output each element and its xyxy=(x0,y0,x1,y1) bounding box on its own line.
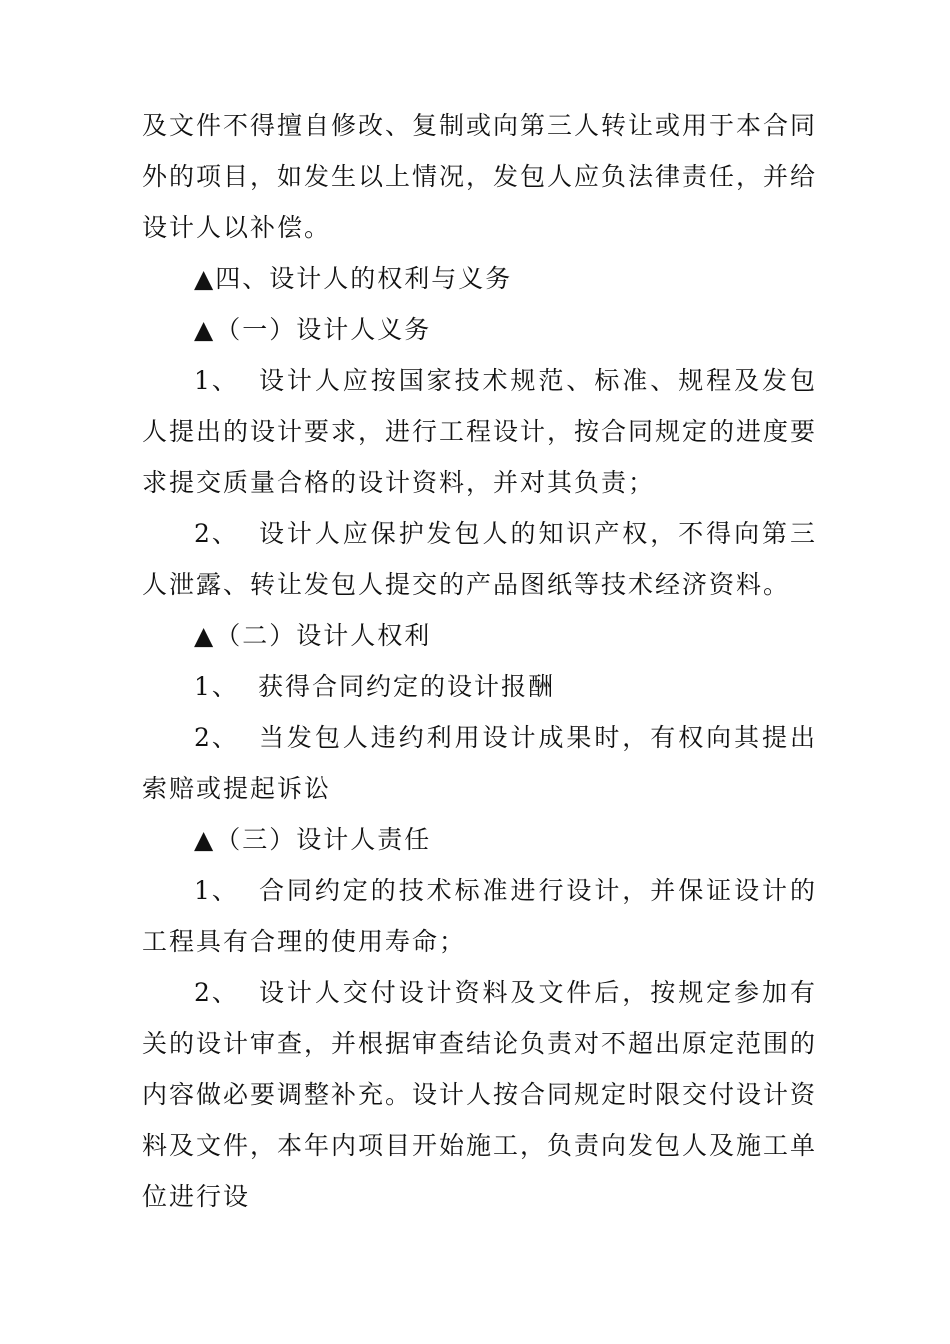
list-item-text: 获得合同约定的设计报酬 xyxy=(258,672,556,701)
list-item xyxy=(142,967,817,1222)
list-item xyxy=(142,661,817,712)
section-heading: ▲四、设计人的权利与义务 xyxy=(194,264,513,293)
list-item-text: 设计人应保护发包人的知识产权，不得向第三人泄露、转让发包人提交的产品图纸等技术经济资料。 xyxy=(142,519,817,599)
list-item-text: 设计人交付设计资料及文件后，按规定参加有关的设计审查，并根据审查结论负责对不超出原定范围的内容做必要调整补充。设计人按合同规定时限交付设计资料及文件，本年内项目开始施工，负责向发包人及施工单位进行设 xyxy=(142,978,818,1211)
list-item-text: 设计人应按国家技术规范、标准、规程及发包人提出的设计要求，进行工程设计，按合同规定的进度要求提交质量合格的设计资料，并对其负责； xyxy=(142,366,818,497)
list-item xyxy=(142,865,817,967)
list-item-number: 1、 xyxy=(194,672,239,701)
list-item-text: 当发包人违约利用设计成果时，有权向其提出索赔或提起诉讼 xyxy=(142,723,817,803)
list-item-text: 合同约定的技术标准进行设计，并保证设计的工程具有合理的使用寿命； xyxy=(142,876,817,956)
list-item-number: 1、 xyxy=(194,876,239,905)
list-item-number: 1、 xyxy=(194,366,239,395)
list-item xyxy=(142,508,817,610)
list-item xyxy=(142,355,817,508)
document-page xyxy=(142,100,817,1222)
subsection-heading: ▲（一）设计人义务 xyxy=(194,315,432,344)
list-item-number: 2、 xyxy=(194,519,239,548)
list-item xyxy=(142,712,817,814)
list-item-number: 2、 xyxy=(194,723,239,752)
list-item-number: 2、 xyxy=(194,978,239,1007)
subsection-heading: ▲（三）设计人责任 xyxy=(194,825,432,854)
paragraph-continuation: 及文件不得擅自修改、复制或向第三人转让或用于本合同外的项目，如发生以上情况，发包人应负法律责任，并给设计人以补偿。 xyxy=(142,111,818,242)
subsection-heading: ▲（二）设计人权利 xyxy=(194,621,432,650)
